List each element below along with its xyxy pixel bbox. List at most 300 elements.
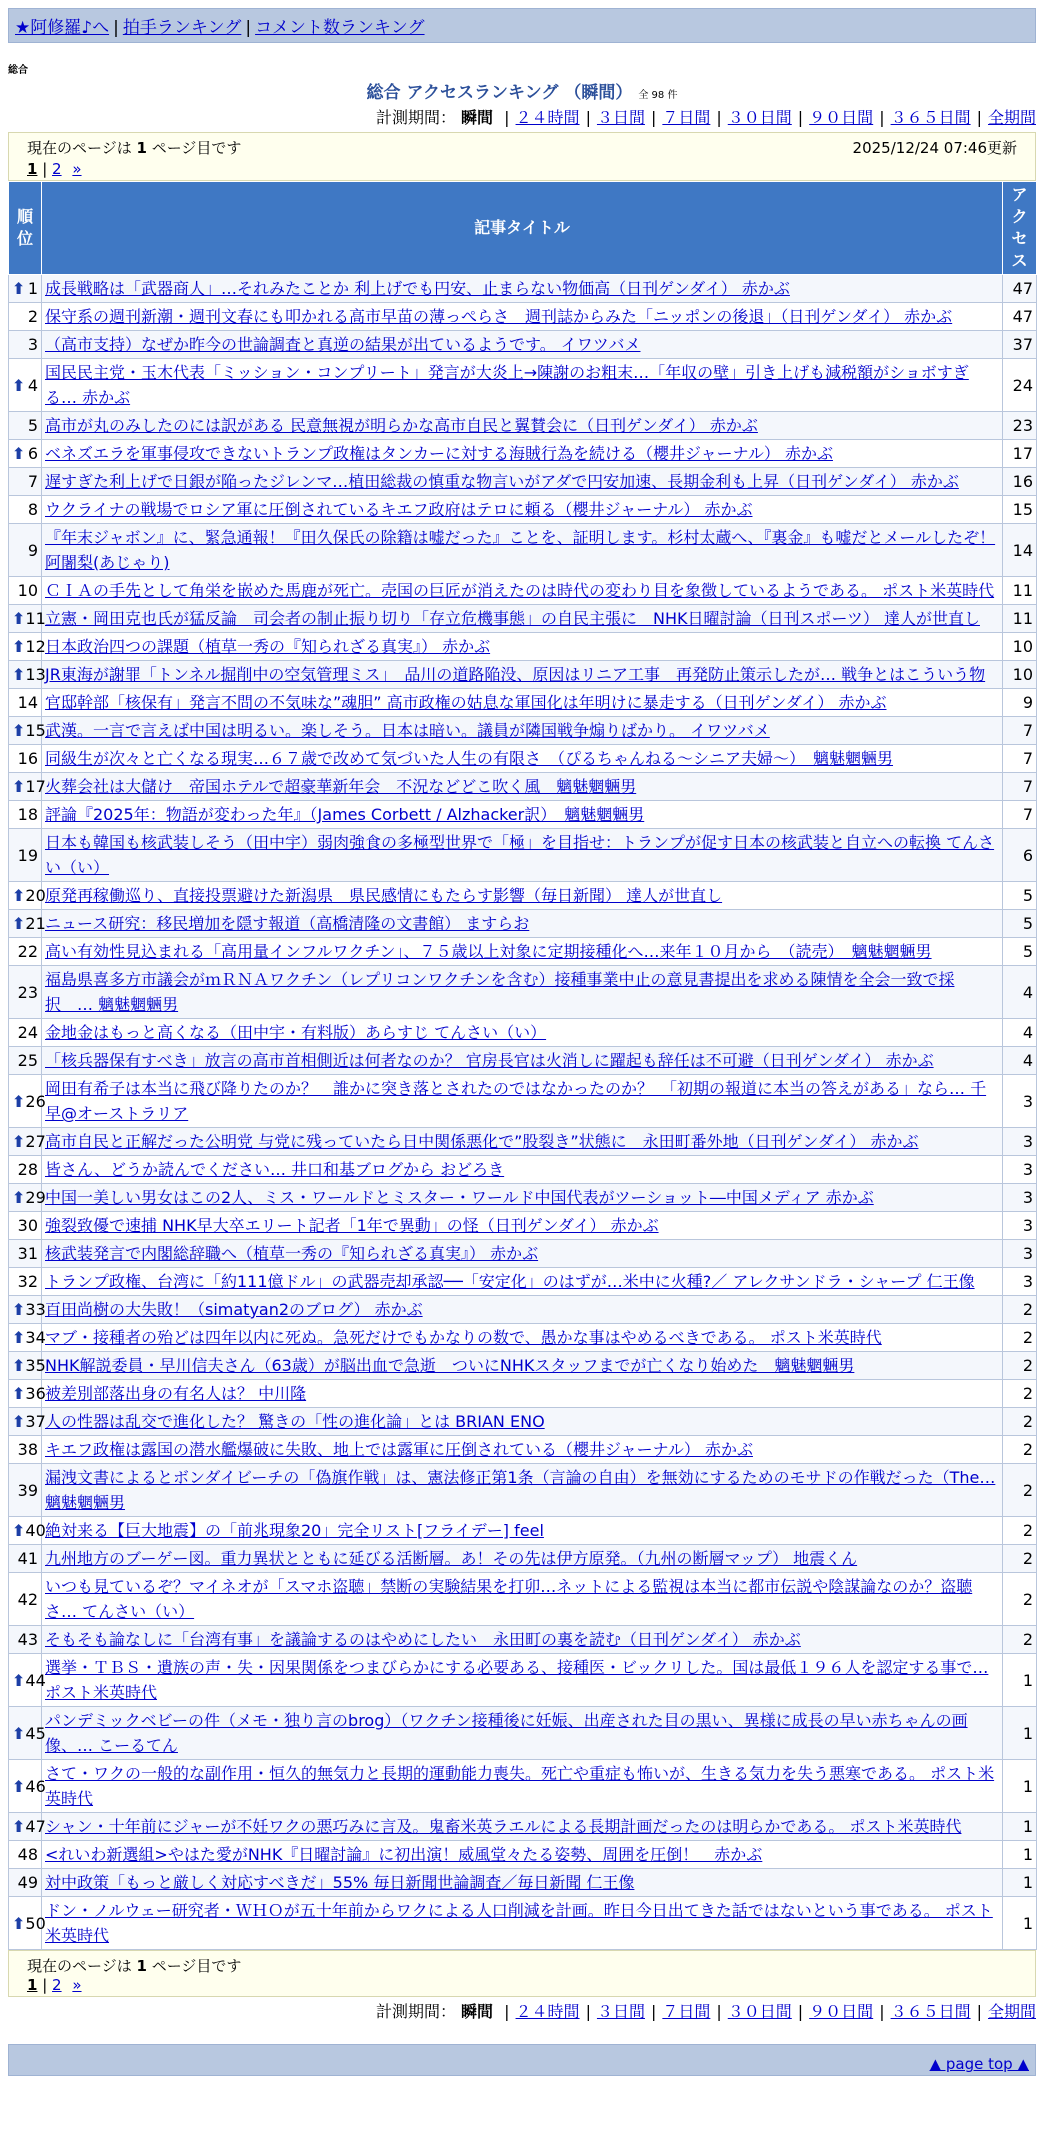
rank-up-arrow-icon: ⬆: [12, 1188, 26, 1207]
rank-number: 16: [17, 749, 38, 768]
table-row: [9, 1869, 1037, 1897]
rank-up-arrow-icon: ⬆: [12, 1521, 26, 1540]
rank-up-arrow-icon: ⬆: [12, 777, 26, 796]
article-link[interactable]: そもそも論なしに「台湾有事」を議論するのはやめにしたい 永田町の裏を読む（日刊ゲンダイ） 赤かぶ: [45, 1630, 801, 1649]
rank-up-arrow-icon: ⬆: [12, 279, 26, 298]
rank-number: 18: [17, 805, 38, 824]
period-link[interactable]: 全期間: [987, 108, 1036, 127]
title-cell: [42, 524, 1003, 577]
period-link[interactable]: ２４時間: [515, 108, 580, 127]
rank-number: 43: [17, 1630, 38, 1649]
table-row: [9, 661, 1037, 689]
rank-cell: [9, 412, 42, 440]
access-count: 47: [1003, 303, 1037, 331]
period-label: 計測期間：: [375, 108, 456, 127]
title-cell: [42, 689, 1003, 717]
rank-number: 14: [17, 693, 38, 712]
title-cell: [42, 1545, 1003, 1573]
page-title: 総合 アクセスランキング （瞬間）: [366, 83, 633, 103]
rank-cell: [9, 1626, 42, 1654]
period-link[interactable]: ３日間: [596, 108, 645, 127]
article-link[interactable]: ベネズエラを軍事侵攻できないトランプ政権はタンカーに対する海賊行為を続ける（櫻井ジャーナル） 赤かぶ: [45, 444, 833, 463]
article-link[interactable]: 漏洩文書によるとボンダイビーチの「偽旗作戦」は、憲法修正第1条（言論の自由）を無効にするためのモサドの作戦だった（The… 魑魅魍魎男: [45, 1468, 996, 1512]
period-separator: |: [976, 2002, 982, 2021]
article-link[interactable]: いつも見ているぞ？マイネオが「スマホ盗聴」禁断の実験結果を打卯…ネットによる監視は本当に都市伝説や陰謀論なのか？盗聴さ… てんさい（い）: [45, 1577, 973, 1621]
rank-number: 45: [25, 1723, 46, 1743]
top-nav-bar: [8, 8, 1036, 43]
rank-number: 46: [25, 1776, 46, 1796]
pager-top: 1 | 2 »: [27, 160, 82, 178]
article-link[interactable]: 高市が丸のみしたのには訳がある 民意無視が明らかな高市自民と翼賛会に（日刊ゲンダイ） 赤かぶ: [45, 416, 758, 435]
table-row: [9, 468, 1037, 496]
header-rank: 順位: [9, 182, 42, 275]
rank-number: 24: [17, 1023, 38, 1042]
title-cell: [42, 412, 1003, 440]
access-count: 5: [1003, 882, 1037, 910]
rank-number: 5: [27, 416, 38, 435]
title-cell: [42, 1869, 1003, 1897]
article-link[interactable]: 核武装発言で内閣総辞職へ（植草一秀の『知られざる真実』） 赤かぶ: [45, 1244, 539, 1263]
period-link[interactable]: ９０日間: [809, 108, 874, 127]
rank-up-arrow-icon: ⬆: [12, 1091, 26, 1111]
total-count: 全 98 件: [638, 90, 678, 101]
rank-cell: [9, 1813, 46, 1841]
period-link[interactable]: ３０日間: [727, 108, 792, 127]
title-cell: [42, 1897, 1003, 1950]
rank-cell: [9, 496, 42, 524]
access-count: 47: [1003, 275, 1037, 303]
rank-number: 15: [25, 721, 46, 740]
rank-cell: [9, 468, 42, 496]
table-row: [9, 1240, 1037, 1268]
article-link[interactable]: 皆さん、どうか読んでください… 井口和基ブログから おどろき: [45, 1160, 505, 1179]
rank-number: 47: [25, 1817, 46, 1836]
article-link[interactable]: 国民民主党・玉木代表「ミッション・コンプリート」発言が大炎上→陳謝のお粗末…「年収の壁」引き上げも減税額がショボすぎる… 赤かぶ: [45, 363, 969, 407]
table-row: [9, 1184, 1037, 1212]
rank-cell: [9, 331, 42, 359]
table-row: [9, 1352, 1037, 1380]
rank-up-arrow-icon: ⬆: [12, 637, 26, 656]
period-separator: |: [504, 2002, 510, 2021]
table-row: [9, 1324, 1037, 1352]
rank-cell: [9, 1075, 46, 1128]
title-cell: [42, 1654, 1003, 1707]
period-separator: |: [650, 2002, 657, 2021]
rank-cell: [9, 801, 42, 829]
table-row: [9, 882, 1037, 910]
table-row: [9, 910, 1037, 938]
article-link[interactable]: ウクライナの戦場でロシア軍に圧倒されているキエフ政府はテロに頼る（櫻井ジャーナル） 赤かぶ: [45, 500, 753, 519]
footer-bar: [8, 2044, 1036, 2076]
pager-page-2[interactable]: 2: [52, 160, 62, 178]
article-link[interactable]: マブ・接種者の殆どは四年以内に死ぬ。急死だけでもかなりの数で、愚かな事はやめるべきである。 ポスト米英時代: [45, 1328, 882, 1347]
rank-number: 8: [27, 500, 38, 519]
title-cell: [42, 1324, 1003, 1352]
table-row: [9, 524, 1037, 577]
title-cell: [42, 1464, 1003, 1517]
rank-cell: [9, 1212, 42, 1240]
article-link[interactable]: 福島県喜多方市議会がｍＲＮＡワクチン（レプリコンワクチンを含む）接種事業中止の意見書提出を求める陳情を全会一致で採択 … 魑魅魍魎男: [45, 970, 955, 1014]
article-link[interactable]: 金地金はもっと高くなる（田中宇・有料版）あらすじ てんさい（い）: [45, 1023, 547, 1042]
rank-number: 48: [17, 1845, 38, 1864]
access-count: 7: [1003, 773, 1037, 801]
table-row: [9, 801, 1037, 829]
rank-cell: [9, 773, 46, 801]
page-status-text: 現在のページは 1 ページ目です: [27, 139, 242, 157]
rank-up-arrow-icon: ⬆: [12, 1132, 26, 1151]
rank-up-arrow-icon: ⬆: [12, 444, 26, 463]
access-count: 11: [1003, 577, 1037, 605]
comment-ranking-link[interactable]: コメント数ランキング: [255, 18, 425, 38]
access-count: 3: [1003, 1212, 1037, 1240]
rank-cell: [9, 1324, 46, 1352]
rank-cell: [9, 966, 42, 1019]
period-separator: |: [879, 108, 885, 127]
rank-cell: [9, 359, 42, 412]
rank-cell: [9, 577, 42, 605]
ranking-table: [8, 181, 1037, 1950]
article-link[interactable]: シャン・十年前にジャーが不妊ワクの悪巧みに言及。鬼畜米英ラエルによる長期計画だったのは明らかである。 ポスト米英時代: [45, 1817, 962, 1836]
rank-number: 12: [25, 637, 46, 656]
rank-number: 10: [17, 581, 38, 600]
access-count: 23: [1003, 412, 1037, 440]
rank-number: 50: [25, 1913, 46, 1933]
rank-cell: [9, 524, 42, 577]
rank-number: 42: [17, 1589, 38, 1609]
title-cell: [42, 1047, 1003, 1075]
period-link[interactable]: ３０日間: [727, 2002, 792, 2021]
title-cell: [42, 801, 1003, 829]
rank-up-arrow-icon: ⬆: [12, 914, 26, 933]
article-link[interactable]: 成長戦略は「武器商人」…それみたことか 利上げでも円安、止まらない物価高（日刊ゲンダイ） 赤かぶ: [45, 279, 790, 298]
access-count: 16: [1003, 468, 1037, 496]
article-link[interactable]: トランプ政権、台湾に「約111億ドル」の武器売却承認──「安定化」のはずが…米中に火種?／ アレクサンドラ・シャープ 仁王像: [45, 1272, 975, 1291]
article-link[interactable]: <れいわ新選組>やはた愛がNHK『日曜討論』に初出演！威風堂々たる姿勢、周囲を圧倒！ 赤かぶ: [45, 1845, 763, 1864]
clap-ranking-link[interactable]: 拍手ランキング: [122, 18, 242, 38]
access-count: 1: [1003, 1813, 1037, 1841]
access-count: 10: [1003, 661, 1037, 689]
table-row: [9, 577, 1037, 605]
table-row: [9, 1813, 1037, 1841]
rank-number: 6: [27, 444, 38, 463]
title-cell: [42, 1760, 1003, 1813]
article-link[interactable]: 原発再稼働巡り、直接投票避けた新潟県 県民感情にもたらす影響（毎日新聞） 達人が世直し: [45, 886, 723, 905]
period-link[interactable]: ３６５日間: [890, 108, 971, 127]
title-cell: [42, 938, 1003, 966]
rank-number: 20: [25, 886, 46, 905]
rank-number: 26: [25, 1091, 46, 1111]
period-separator: |: [650, 108, 657, 127]
table-row: [9, 1654, 1037, 1707]
access-count: 5: [1003, 910, 1037, 938]
title-cell: [42, 1240, 1003, 1268]
article-link[interactable]: 日本も韓国も核武装しそう（田中宇）弱肉強食の多極型世界で「極」を目指せ：トランプが促す日本の核武装と自立への転換 てんさい（い）: [45, 833, 995, 877]
access-count: 24: [1003, 359, 1037, 412]
period-link[interactable]: 全期間: [987, 2002, 1036, 2021]
title-cell: [42, 910, 1003, 938]
rank-cell: [9, 1517, 46, 1545]
nav-separator: |: [113, 18, 119, 38]
rank-up-arrow-icon: ⬆: [12, 375, 26, 395]
period-link[interactable]: ３６５日間: [890, 2002, 971, 2021]
title-cell: [42, 275, 1003, 303]
title-cell: [42, 1352, 1003, 1380]
access-count: 1: [1003, 1869, 1037, 1897]
access-count: 11: [1003, 605, 1037, 633]
access-count: 3: [1003, 1128, 1037, 1156]
title-cell: [42, 745, 1003, 773]
article-link[interactable]: 九州地方のブーゲー図。重力異状とともに延びる活断層。あ！その先は伊方原発。（九州の断層マップ） 地震くん: [45, 1549, 858, 1568]
period-link[interactable]: ２４時間: [515, 2002, 580, 2021]
rank-number: 13: [25, 665, 46, 684]
header-access: アクセス: [1003, 182, 1037, 275]
article-link[interactable]: さて・ワクの一般的な副作用・恒久的無気力と長期的運動能力喪失。死亡や重症も怖いが、生きる気力を失う悪寒である。 ポスト米英時代: [45, 1764, 995, 1808]
table-row: [9, 745, 1037, 773]
title-cell: [42, 1573, 1003, 1626]
rank-number: 44: [25, 1670, 46, 1690]
rank-cell: [9, 1268, 42, 1296]
page-info-bottom: [8, 1950, 1036, 1997]
rank-cell: [9, 1436, 42, 1464]
period-current: 瞬間: [461, 2002, 494, 2021]
title-cell: [42, 1075, 1003, 1128]
access-count: 2: [1003, 1436, 1037, 1464]
rank-up-arrow-icon: ⬆: [12, 1723, 26, 1743]
rank-number: 9: [27, 540, 38, 560]
rank-cell: [9, 1156, 42, 1184]
access-count: 2: [1003, 1324, 1037, 1352]
rank-cell: [9, 1184, 46, 1212]
rank-up-arrow-icon: ⬆: [12, 1670, 26, 1690]
table-row: [9, 1128, 1037, 1156]
article-link[interactable]: 岡田有希子は本当に飛び降りたのか？ 誰かに突き落とされたのではなかったのか？ 「初期の報道に本当の答えがある」なら… 千早@オーストラリア: [45, 1079, 987, 1123]
access-count: 3: [1003, 1075, 1037, 1128]
access-count: 2: [1003, 1408, 1037, 1436]
period-separator: |: [879, 2002, 885, 2021]
table-row: [9, 359, 1037, 412]
rank-number: 30: [17, 1216, 38, 1235]
article-link[interactable]: 「核兵器保有すべき」放言の高市首相側近は何者なのか？ 官房長官は火消しに躍起も辞任は不可避（日刊ゲンダイ） 赤かぶ: [45, 1051, 934, 1070]
rank-cell: [9, 605, 46, 633]
rank-number: 39: [17, 1480, 38, 1500]
title-cell: [42, 468, 1003, 496]
rank-up-arrow-icon: ⬆: [12, 1412, 26, 1431]
table-row: [9, 1626, 1037, 1654]
table-row: [9, 1707, 1037, 1760]
access-count: 14: [1003, 524, 1037, 577]
rank-cell: [9, 1380, 46, 1408]
article-link[interactable]: 官邸幹部「核保有」発言不問の不気味な”魂胆” 高市政権の姑息な軍国化は年明けに暴走する（日刊ゲンダイ） 赤かぶ: [45, 693, 887, 712]
period-separator: |: [585, 108, 591, 127]
rank-cell: [9, 938, 42, 966]
table-row: [9, 440, 1037, 468]
period-separator: |: [716, 108, 722, 127]
rank-cell: [9, 1019, 42, 1047]
ranking-title-line: [0, 78, 1044, 103]
table-row: [9, 1019, 1037, 1047]
rank-cell: [9, 1707, 46, 1760]
rank-number: 11: [25, 609, 46, 628]
page-top-link[interactable]: ▲ page top ▲: [929, 2055, 1029, 2073]
table-row: [9, 1047, 1037, 1075]
title-cell: [42, 633, 1003, 661]
table-row: [9, 829, 1037, 882]
article-link[interactable]: ドン・ノルウェー研究者・ＷＨＯが五十年前からワクによる人口削減を計画。昨日今日出てきた話ではないという事である。 ポスト米英時代: [45, 1901, 993, 1945]
pager-current-page: 1: [27, 1976, 38, 1994]
table-row: [9, 1212, 1037, 1240]
rank-cell: [9, 1545, 42, 1573]
table-row: [9, 412, 1037, 440]
article-link[interactable]: 絶対来る【巨大地震】の「前兆現象20」完全リスト[フライデー] feel: [45, 1521, 544, 1540]
period-link[interactable]: ９０日間: [809, 2002, 874, 2021]
rank-number: 21: [25, 914, 46, 933]
article-link[interactable]: ＣＩＡの手先として角栄を嵌めた馬鹿が死亡。売国の巨匠が消えたのは時代の変わり目を象徴しているようである。 ポスト米英時代: [45, 581, 995, 600]
period-link[interactable]: ７日間: [662, 108, 711, 127]
rank-number: 38: [17, 1440, 38, 1459]
pager-next[interactable]: »: [72, 160, 82, 178]
rank-cell: [9, 1464, 42, 1517]
period-link[interactable]: ７日間: [662, 2002, 711, 2021]
title-cell: [42, 331, 1003, 359]
rank-number: 34: [25, 1328, 46, 1347]
rank-up-arrow-icon: ⬆: [12, 1356, 26, 1375]
nav-separator: |: [245, 18, 252, 38]
asyura-home-link[interactable]: ★阿修羅♪へ: [15, 18, 110, 38]
rank-number: 17: [25, 777, 46, 796]
pager-next[interactable]: »: [72, 1976, 82, 1994]
article-link[interactable]: 日本政治四つの課題（植草一秀の『知られざる真実』） 赤かぶ: [45, 637, 491, 656]
title-cell: [42, 496, 1003, 524]
table-row: [9, 1897, 1037, 1950]
table-row: [9, 1841, 1037, 1869]
rank-cell: [9, 661, 46, 689]
article-link[interactable]: 遅すぎた利上げで日銀が陥ったジレンマ…植田総裁の慎重な物言いがアダで円安加速、長期金利も上昇（日刊ゲンダイ） 赤かぶ: [45, 472, 959, 491]
access-count: 7: [1003, 801, 1037, 829]
rank-number: 40: [25, 1521, 46, 1540]
rank-number: 2: [27, 307, 38, 326]
article-link[interactable]: 武漢。一言で言えば中国は明るい。楽しそう。日本は暗い。議員が隣国戦争煽りばかり。 イワツバメ: [45, 721, 770, 740]
article-link[interactable]: 中国一美しい男女はこの2人、ミス・ワールドとミスター・ワールド中国代表がツーショット―中国メディア 赤かぶ: [45, 1188, 874, 1207]
table-row: [9, 773, 1037, 801]
access-count: 2: [1003, 1352, 1037, 1380]
access-count: 2: [1003, 1626, 1037, 1654]
rank-number: 28: [17, 1160, 38, 1179]
table-row: [9, 303, 1037, 331]
rank-number: 27: [25, 1132, 46, 1151]
article-link[interactable]: 『年末ジャボン』に、緊急通報！『田久保氏の除籍は嘘だった』ことを、証明します。杉村太蔵へ、『裏金』も嘘だとメールしたぞ！ 阿闍梨(あじゃり): [45, 528, 996, 572]
rank-up-arrow-icon: ⬆: [12, 886, 26, 905]
article-link[interactable]: 人の性器は乱交で進化した？ 驚きの「性の進化論」とは BRIAN ENO: [45, 1412, 545, 1431]
table-row: [9, 1075, 1037, 1128]
rank-cell: [9, 829, 42, 882]
access-count: 4: [1003, 966, 1037, 1019]
title-cell: [42, 1212, 1003, 1240]
rank-cell: [9, 745, 42, 773]
article-link[interactable]: 被差別部落出身の有名人は？ 中川隆: [45, 1384, 307, 1403]
period-selector-bottom: [0, 1999, 1036, 2022]
rank-cell: [9, 1897, 46, 1950]
rank-cell: [9, 1352, 46, 1380]
rank-number: 33: [25, 1300, 46, 1319]
rank-number: 7: [27, 472, 38, 491]
article-link[interactable]: JR東海が謝罪「トンネル掘削中の空気管理ミス」 品川の道路陥没、原因はリニア工事 再発防止策示したが… 戦争とはこういう物: [45, 665, 986, 684]
title-cell: [42, 1436, 1003, 1464]
access-count: 3: [1003, 1268, 1037, 1296]
period-separator: |: [716, 2002, 722, 2021]
article-link[interactable]: 保守系の週刊新潮・週刊文春にも叩かれる高市早苗の薄っぺらさ 週刊誌からみた「ニッポンの後退」（日刊ゲンダイ） 赤かぶ: [45, 307, 953, 326]
access-count: 2: [1003, 1464, 1037, 1517]
article-link[interactable]: 火葬会社は大儲け 帝国ホテルで超豪華新年会 不況などどこ吹く風 魑魅魍魎男: [45, 777, 637, 796]
table-row: [9, 1464, 1037, 1517]
table-row: [9, 717, 1037, 745]
title-cell: [42, 303, 1003, 331]
article-link[interactable]: NHK解説委員・早川信夫さん（63歳）が脳出血で急逝 ついにNHKスタッフまでが亡くなり始めた 魑魅魍魎男: [45, 1356, 855, 1375]
access-count: 37: [1003, 331, 1037, 359]
rank-up-arrow-icon: ⬆: [12, 721, 26, 740]
article-link[interactable]: 高市自民と正解だった公明党 与党に残っていたら日中関係悪化で”股裂き”状態に 永田町番外地（日刊ゲンダイ） 赤かぶ: [45, 1132, 919, 1151]
article-link[interactable]: 選挙・ＴＢＳ・遺族の声・失・因果関係をつまびらかにする必要ある、接種医・ビックリした。国は最低１９６人を認定する事で… ポスト米英時代: [45, 1658, 989, 1702]
table-row: [9, 633, 1037, 661]
updated-timestamp: 2025/12/24 07:46更新: [852, 139, 1017, 157]
rank-cell: [9, 689, 42, 717]
rank-up-arrow-icon: ⬆: [12, 1300, 26, 1319]
access-count: 2: [1003, 1573, 1037, 1626]
access-count: 1: [1003, 1760, 1037, 1813]
rank-cell: [9, 1240, 42, 1268]
table-row: [9, 1517, 1037, 1545]
rank-cell: [9, 1869, 42, 1897]
rank-cell: [9, 1760, 46, 1813]
table-row: [9, 1156, 1037, 1184]
rank-cell: [9, 1296, 46, 1324]
access-count: 2: [1003, 1517, 1037, 1545]
rank-cell: [9, 440, 42, 468]
rank-number: 23: [17, 982, 38, 1002]
article-link[interactable]: （高市支持）なぜか昨今の世論調査と真逆の結果が出ているようです。 イワツバメ: [45, 335, 641, 354]
page-status-text-bottom: 現在のページは 1 ページ目です: [27, 1957, 242, 1975]
rank-up-arrow-icon: ⬆: [12, 1776, 26, 1796]
access-count: 7: [1003, 745, 1037, 773]
article-link[interactable]: パンデミックベビーの件（メモ・独り言のbrog）（ワクチン接種後に妊娠、出産された目の黒い、異様に成長の早い赤ちゃんの画像、… こーるてん: [45, 1711, 968, 1755]
title-cell: [42, 1380, 1003, 1408]
pager-page-2[interactable]: 2: [52, 1976, 62, 1994]
rank-number: 35: [25, 1356, 46, 1375]
rank-cell: [9, 1128, 46, 1156]
article-link[interactable]: 高い有効性見込まれる「高用量インフルワクチン」、７５歳以上対象に定期接種化へ…来年１０月から （読売） 魑魅魍魎男: [45, 942, 932, 961]
title-cell: [42, 661, 1003, 689]
article-link[interactable]: 評論『2025年：物語が変わった年』（James Corbett / Alzhacker訳） 魑魅魍魎男: [45, 805, 645, 824]
rank-number: 49: [17, 1873, 38, 1892]
rank-up-arrow-icon: ⬆: [12, 609, 26, 628]
rank-number: 36: [25, 1384, 46, 1403]
period-link[interactable]: ３日間: [596, 2002, 645, 2021]
title-cell: [42, 717, 1003, 745]
category-label: 総合: [8, 65, 28, 76]
article-link[interactable]: ニュース研究：移民増加を隠す報道（高橋清隆の文書館） ますらお: [45, 914, 530, 933]
article-link[interactable]: 対中政策「もっと厳しく対応すべきだ」55% 毎日新聞世論調査／毎日新聞 仁王像: [45, 1873, 635, 1892]
article-link[interactable]: 立憲・岡田克也氏が猛反論 司会者の制止振り切り「存立危機事態」の自民主張に NHK日曜討論（日刊スポーツ） 達人が世直し: [45, 609, 980, 628]
article-link[interactable]: 強裂致優で速捕 NHK早大卒エリート記者「1年で異動」の怪（日刊ゲンダイ） 赤かぶ: [45, 1216, 659, 1235]
rank-number: 3: [27, 335, 38, 354]
table-row: [9, 1436, 1037, 1464]
article-link[interactable]: 百田尚樹の大失敗！（simatyan2のブログ） 赤かぶ: [45, 1300, 423, 1319]
article-link[interactable]: キエフ政権は露国の潜水艦爆破に失敗、地上では露軍に圧倒されている（櫻井ジャーナル） 赤かぶ: [45, 1440, 753, 1459]
rank-number: 19: [17, 845, 38, 865]
period-selector-top: [0, 105, 1036, 128]
article-link[interactable]: 同級生が次々と亡くなる現実…６７歳で改めて気づいた人生の有限さ （ぴるちゃんねる～シニア夫婦～） 魑魅魍魎男: [45, 749, 894, 768]
title-cell: [42, 440, 1003, 468]
rank-up-arrow-icon: ⬆: [12, 1384, 26, 1403]
